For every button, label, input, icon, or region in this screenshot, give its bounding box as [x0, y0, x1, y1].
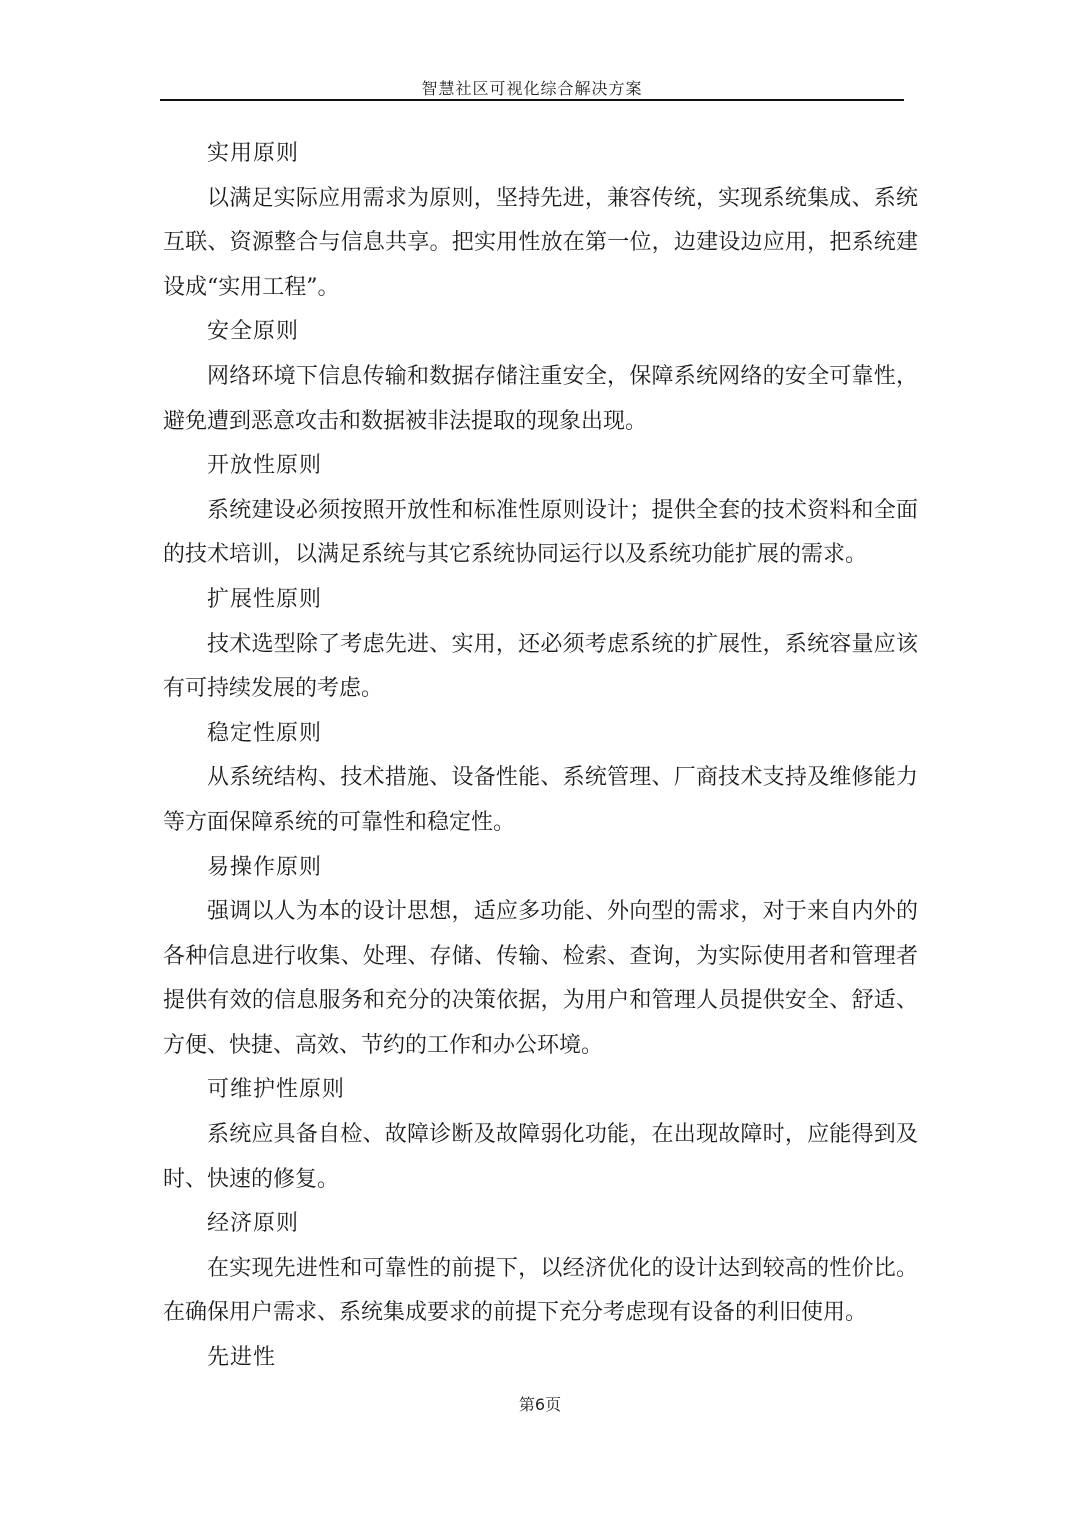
section-heading-openness: 开放性原则: [207, 453, 323, 479]
section-body-practical: 以满足实际应用需求为原则，坚持先进，兼容传统，实现系统集成、系统互联、资源整合与信息共享。把实用性放在第一位，边建设边应用，把系统建设成“实用工程”。: [163, 185, 918, 300]
section-heading-advanced: 先进性: [207, 1345, 277, 1371]
section-body-usability: 强调以人为本的设计思想，适应多功能、外向型的需求，对于来自内外的各种信息进行收集、处理、存储、传输、检索、查询，为实际使用者和管理者提供有效的信息服务和充分的决策依据，为用户和管理人员提供安全、舒适、方便、快捷、高效、节约的工作和办公环境。: [163, 899, 918, 1058]
section-body-openness: 系统建设必须按照开放性和标准性原则设计；提供全套的技术资料和全面的技术培训，以满足系统与其它系统协同运行以及系统功能扩展的需求。: [163, 497, 918, 568]
section-heading-practical: 实用原则: [207, 141, 300, 166]
section-body-maintainability: 系统应具备自检、故障诊断及故障弱化功能，在出现故障时，应能得到及时、快速的修复。: [163, 1122, 918, 1192]
section-body-stability: 从系统结构、技术措施、设备性能、系统管理、厂商技术支持及维修能力等方面保障系统的可靠性和稳定性。: [163, 765, 918, 835]
header-divider: [160, 99, 904, 101]
section-body-security: 网络环境下信息传输和数据存储注重安全，保障系统网络的安全可靠性，避免遭到恶意攻击和数据被非法提取的现象出现。: [163, 363, 918, 434]
section-heading-economy: 经济原则: [207, 1211, 300, 1237]
document-body: [163, 132, 918, 1381]
section-heading-maintainability: 可维护性原则: [207, 1077, 346, 1103]
section-heading-scalability: 扩展性原则: [207, 586, 323, 612]
section-heading-security: 安全原则: [207, 319, 300, 345]
section-body-scalability: 技术选型除了考虑先进、实用，还必须考虑系统的扩展性，系统容量应该有可持续发展的考虑。: [163, 631, 918, 702]
section-heading-stability: 稳定性原则: [207, 720, 323, 746]
page-header-title: 智慧社区可视化综合解决方案: [421, 79, 643, 98]
section-body-economy: 在实现先进性和可靠性的前提下，以经济优化的设计达到较高的性价比。在确保用户需求、系统集成要求的前提下充分考虑现有设备的利旧使用。: [163, 1255, 918, 1326]
section-heading-usability: 易操作原则: [207, 854, 323, 880]
page-number: 第6页: [518, 1395, 562, 1414]
